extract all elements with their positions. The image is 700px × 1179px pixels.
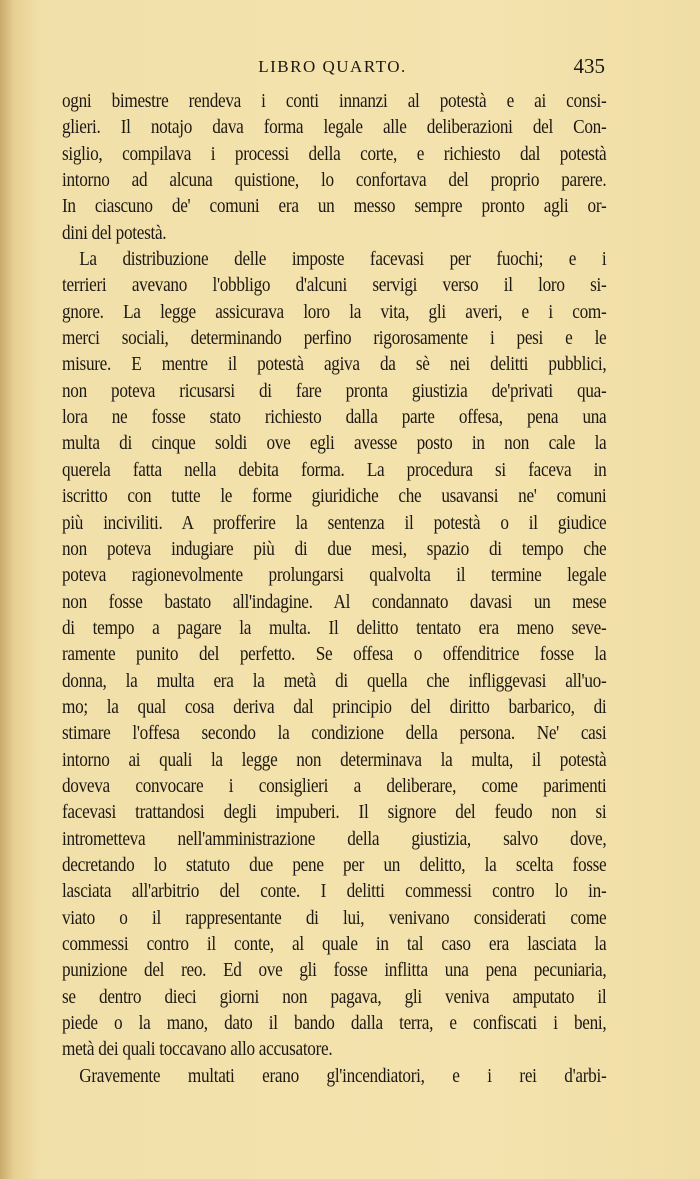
text-line: intorno ad alcuna quistione, lo confortava del proprio parere. — [62, 169, 607, 192]
text-line: siglio, compilava i processi della corte, e richiesto dal potestà — [62, 142, 607, 165]
text-line: querela fatta nella debita forma. La procedura si faceva in — [62, 458, 607, 481]
text-line: non fosse bastato all'indagine. Al condannato davasi un mese — [62, 590, 607, 613]
text-line: di tempo a pagare la multa. Il delitto tentato era meno seve- — [62, 616, 607, 639]
body-text — [62, 88, 607, 1089]
text-line: facevasi trattandosi degli impuberi. Il signore del feudo non si — [62, 801, 607, 824]
text-line: punizione del reo. Ed ove gli fosse inflitta una pena pecuniaria, — [62, 959, 607, 982]
text-line: La distribuzione delle imposte facevasi per fuochi; e i — [79, 248, 607, 271]
text-line: doveva convocare i consiglieri a deliberare, come parimenti — [62, 774, 607, 797]
text-line: non poteva indugiare più di due mesi, spazio di tempo che — [62, 537, 607, 560]
text-line: iscritto con tutte le forme giuridiche che usavansi ne' comuni — [62, 485, 607, 508]
text-line: viato o il rappresentante di lui, venivano considerati come — [62, 906, 607, 929]
text-line: multa di cinque soldi ove egli avesse posto in non cale la — [62, 432, 607, 455]
text-line: mo; la qual cosa deriva dal principio del diritto barbarico, di — [62, 695, 607, 718]
text-line: In ciascuno de' comuni era un messo sempre pronto agli or- — [62, 195, 607, 218]
running-head — [60, 54, 605, 82]
text-line: intorno ai quali la legge non determinava la multa, il potestà — [62, 748, 607, 771]
text-line: decretando lo statuto due pene per un delitto, la scelta fosse — [62, 853, 607, 876]
text-line: stimare l'offesa secondo la condizione della persona. Ne' casi — [62, 722, 607, 745]
text-line: metà dei quali toccavano allo accusatore. — [62, 1038, 333, 1061]
text-line: ramente punito del perfetto. Se offesa o offenditrice fosse la — [62, 643, 607, 666]
text-line: se dentro dieci giorni non pagava, gli veniva amputato il — [62, 985, 607, 1008]
page-number: 435 — [573, 54, 605, 78]
text-line: poteva ragionevolmente prolungarsi qualvolta il termine legale — [62, 564, 607, 587]
text-line: terrieri avevano l'obbligo d'alcuni servigi verso il loro si- — [62, 274, 607, 297]
text-line: intrometteva nell'amministrazione della giustizia, salvo dove, — [62, 827, 607, 850]
text-line: glieri. Il notajo dava forma legale alle deliberazioni del Con- — [62, 116, 607, 139]
text-line: lasciata all'arbitrio del conte. I delitti commessi contro lo in- — [62, 880, 607, 903]
text-line: più inciviliti. A profferire la sentenza il potestà o il giudice — [62, 511, 607, 534]
text-line: non poteva ricusarsi di fare pronta giustizia de'privati qua- — [62, 379, 607, 402]
text-line: misure. E mentre il potestà agiva da sè nei delitti pubblici, — [62, 353, 607, 376]
text-line: lora ne fosse stato richiesto dalla parte offesa, pena una — [62, 406, 607, 429]
text-line: gnore. La legge assicurava loro la vita, gli averi, e i com- — [62, 300, 607, 323]
text-line: dini del potestà. — [62, 221, 167, 244]
text-line: piede o la mano, dato il bando dalla terra, e confiscati i beni, — [62, 1012, 607, 1035]
text-line: commessi contro il conte, al quale in tal caso era lasciata la — [62, 933, 607, 955]
running-title: LIBRO QUARTO. — [258, 57, 407, 76]
text-line: donna, la multa era la metà di quella che infliggevasi all'uo- — [62, 669, 607, 692]
text-line: Gravemente multati erano gl'incendiatori, e i rei d'arbi- — [79, 1064, 607, 1087]
text-line: merci sociali, determinando perfino rigorosamente i pesi e le — [62, 327, 607, 350]
text-line: ogni bimestre rendeva i conti innanzi al potestà e ai consi- — [62, 90, 607, 112]
